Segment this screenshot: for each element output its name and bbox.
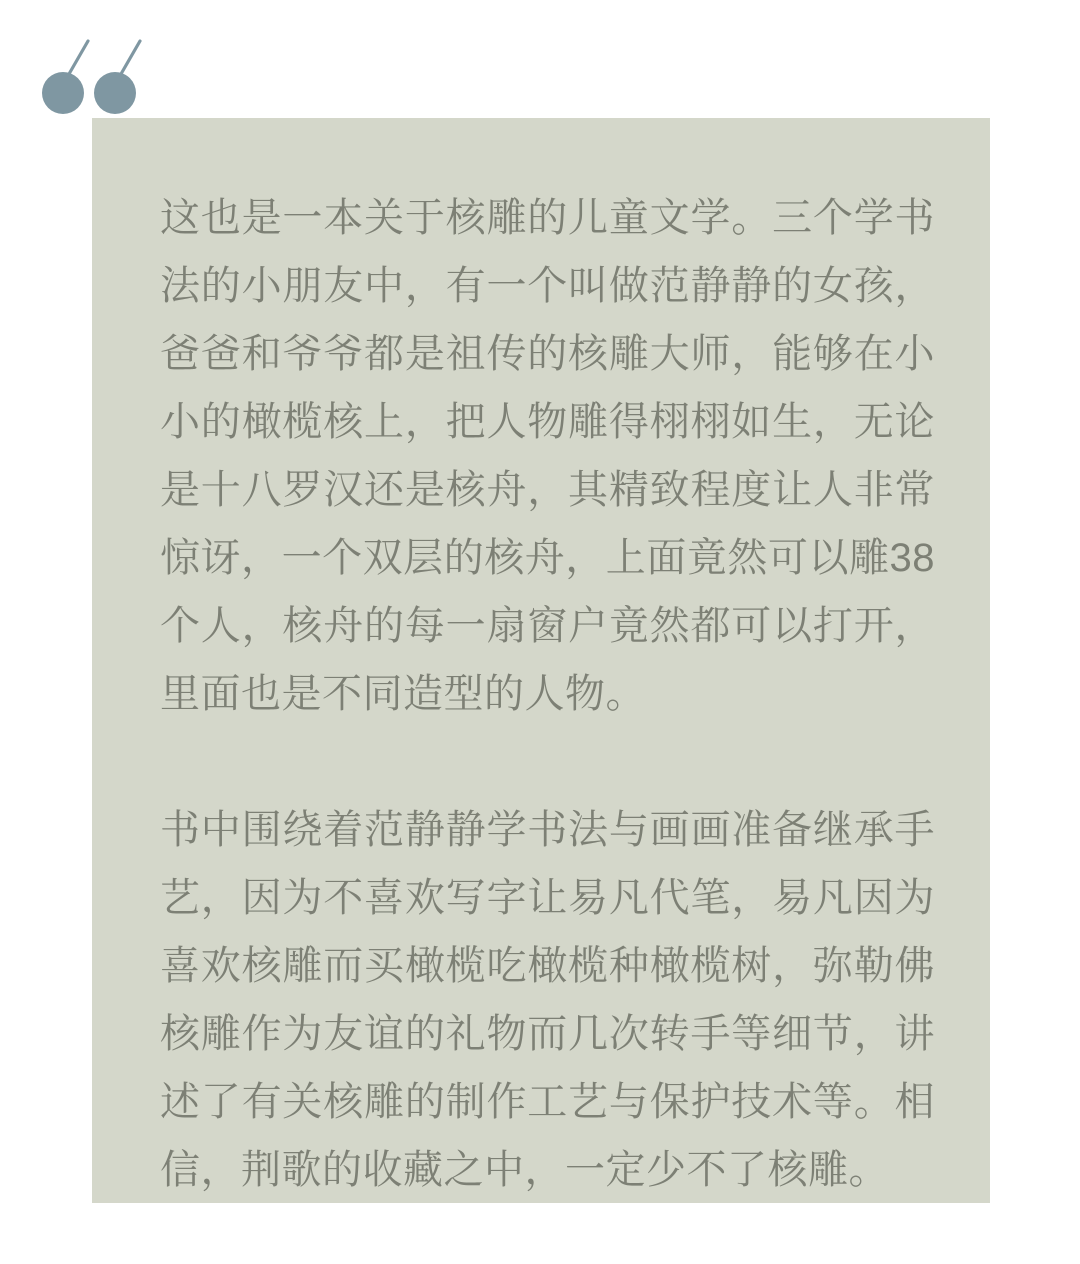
- opening-quote-icon: [42, 38, 142, 116]
- quote-card: [92, 118, 990, 1203]
- paragraph-2: 书中围绕着范静静学书法与画画准备继承手艺，因为不喜欢写字让易凡代笔，易凡因为喜欢核雕而买橄榄吃橄榄种橄榄树，弥勒佛核雕作为友谊的礼物而几次转手等细节，讲述了有关核雕的制作工艺与保护技术等。相信，荆歌的收藏之中，一定少不了核雕。: [160, 808, 935, 1192]
- paragraph-1: 这也是一本关于核雕的儿童文学。三个学书法的小朋友中，有一个叫做范静静的女孩，爸爸和爷爷都是祖传的核雕大师，能够在小小的橄榄核上，把人物雕得栩栩如生，无论是十八罗汉还是核舟，其精致程度让人非常惊讶，一个双层的核舟，上面竟然可以雕38个人，核舟的每一扇窗户竟然都可以打开，里面也是不同造型的人物。: [160, 196, 935, 716]
